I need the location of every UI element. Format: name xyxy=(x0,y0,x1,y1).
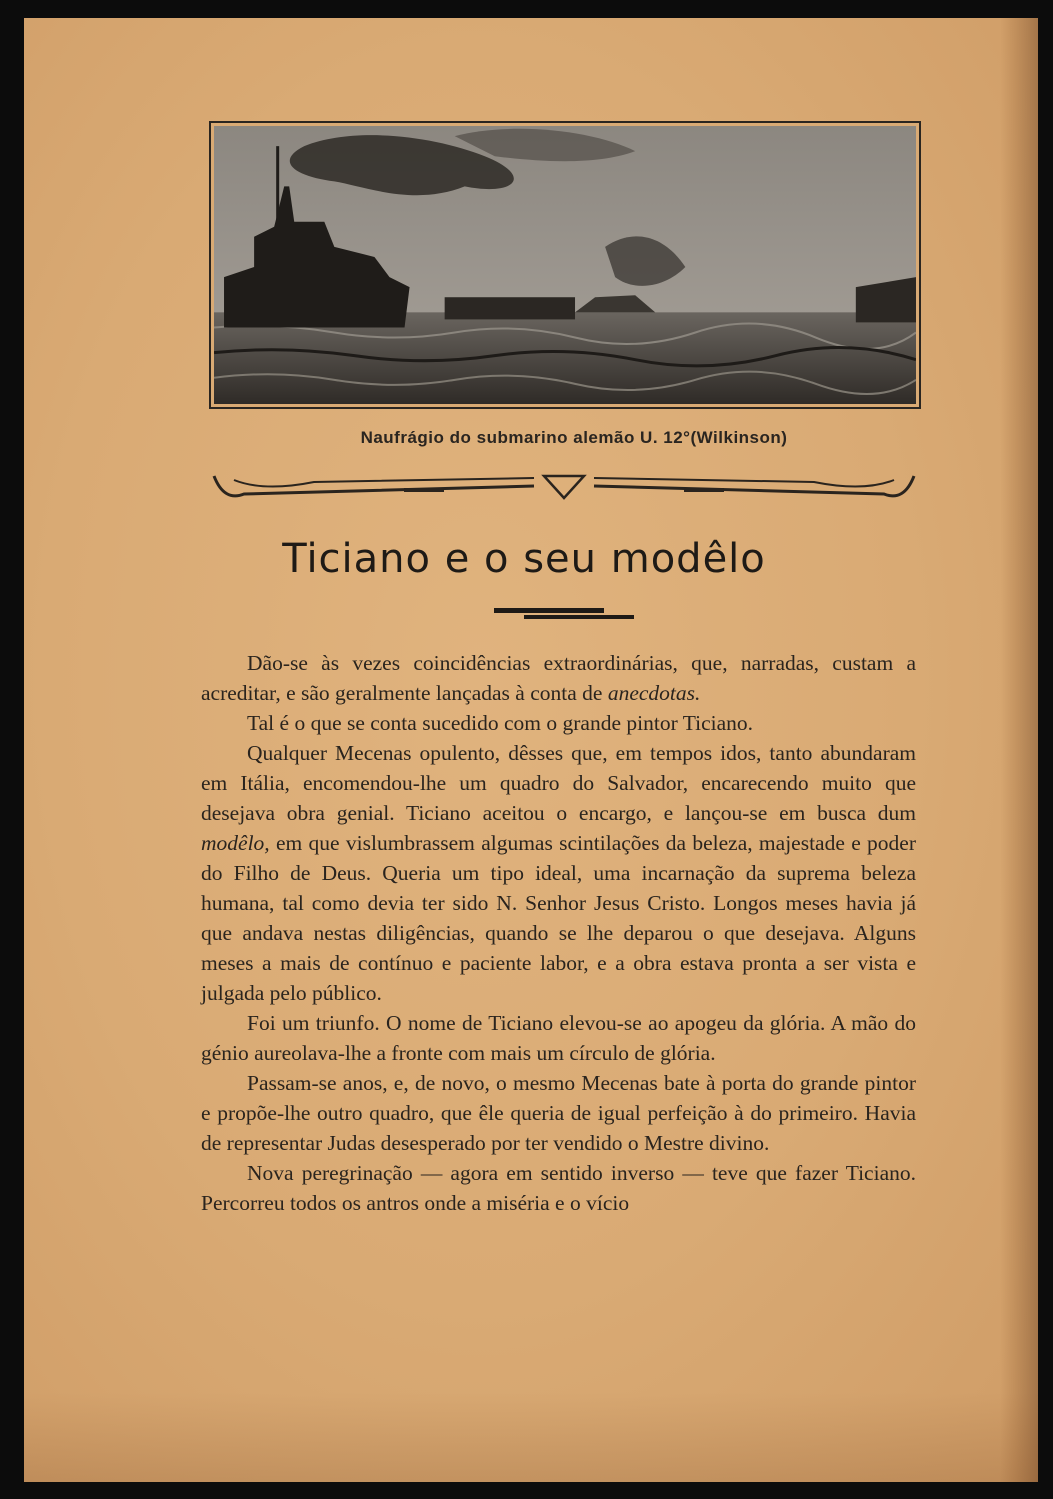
body-paragraph xyxy=(201,648,916,708)
body-paragraph xyxy=(201,708,916,738)
article-body xyxy=(201,648,916,1218)
page-edge-shadow xyxy=(1000,18,1038,1482)
body-paragraph xyxy=(201,1008,916,1068)
paragraph-text: Passam-se anos, e, de novo, o mesmo Mecenas bate à porta do grande pintor e propõe-lhe outro quadro, que êle queria de igual perfeição à do primeiro. Havia de representar Judas desesperado por ter vendido o Mestre divino. xyxy=(201,1071,916,1155)
illustration-caption: Naufrágio do submarino alemão U. 12°(Wilkinson) xyxy=(360,428,788,447)
paragraph-text: em que vislumbrassem algumas scintilações da beleza, majestade e poder do Filho de Deus. Queria um tipo ideal, uma incarnação da suprema beleza humana, tal como devia ter sido N. Senhor Jesus Cristo. Longos meses havia já que andava nestas diligências, quando se lhe deparou o que desejava. Alguns meses a mais de contínuo e paciente labor, e a obra estava pronta a ser vista e julgada pelo público. xyxy=(201,831,916,1005)
page xyxy=(24,18,1038,1482)
article-title: Ticiano e o seu modêlo xyxy=(282,536,766,582)
body-paragraph xyxy=(201,1158,916,1218)
italic-text: modêlo, xyxy=(201,831,270,855)
body-paragraph xyxy=(201,1068,916,1158)
page-bottom-shadow xyxy=(24,1392,1038,1482)
paragraph-text: Tal é o que se conta sucedido com o grande pintor Ticiano. xyxy=(247,711,754,735)
title-underline-rule xyxy=(494,608,634,620)
paragraph-text: Dão-se às vezes coincidências extraordinárias, que, narradas, custam a acreditar, e são geralmente lançadas à conta de xyxy=(201,651,916,705)
italic-text: anecdotas. xyxy=(607,681,701,705)
paragraph-text: Foi um triunfo. O nome de Ticiano elevou-se ao apogeu da glória. A mão do génio aureolava-lhe a fronte com mais um círculo de glória. xyxy=(201,1011,916,1065)
battleship-scene-icon xyxy=(214,126,916,404)
paragraph-text: Qualquer Mecenas opulento, dêsses que, em tempos idos, tanto abundaram em Itália, encomendou-lhe um quadro do Salvador, encarecendo muito que desejava obra genial. Ticiano aceitou o encargo, e lançou-se em busca dum xyxy=(201,741,916,825)
paragraph-text: Nova peregrinação — agora em sentido inverso — teve que fazer Ticiano. Percorreu todos os antros onde a miséria e o vício xyxy=(201,1161,916,1215)
body-paragraph xyxy=(201,738,916,1008)
battleship-illustration xyxy=(209,121,921,409)
ornamental-divider-icon xyxy=(204,468,924,504)
